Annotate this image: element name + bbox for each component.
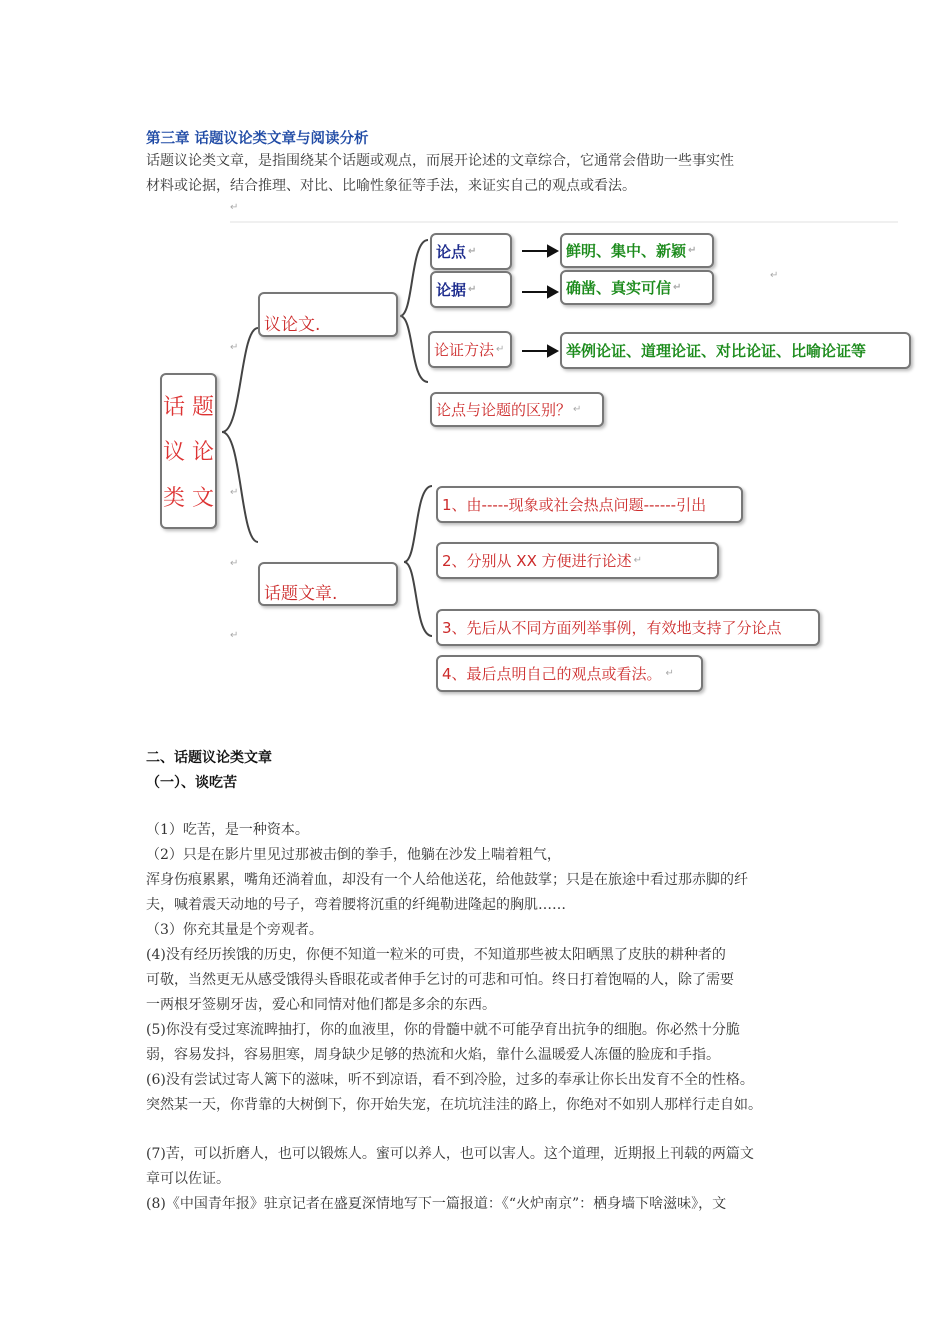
branch-b-label: 话题文章. bbox=[264, 584, 338, 604]
body-line: 夫，喊着震天动地的号子，弯着腰将沉重的纤绳勒进隆起的胸肌…… bbox=[146, 897, 566, 913]
body-line: 可敬，当然更无从感受饿得头昏眼花或者伸手乞讨的可悲和可怕。终日打着饱嗝的人，除了需要 bbox=[146, 972, 734, 988]
node-evidence-label: 论据 bbox=[436, 281, 467, 299]
step-2-text: 2、分别从 XX 方便进行论述 bbox=[442, 552, 632, 570]
node-evidence-value bbox=[560, 270, 714, 305]
return-mark: ↵ bbox=[230, 630, 239, 641]
body-line: 弱，容易发抖，容易胆寒，周身缺少足够的热流和火焰，靠什么温暖爱人冻僵的脸庞和手指。 bbox=[146, 1047, 720, 1063]
step-1-text: 1、由-----现象或社会热点问题------引出 bbox=[442, 496, 707, 514]
return-mark: ↵ bbox=[468, 284, 477, 295]
return-mark: ↵ bbox=[770, 270, 779, 281]
node-method-label: 论证方法 bbox=[434, 341, 495, 359]
thesis-value-text: 鲜明、集中、新颖 bbox=[566, 242, 687, 260]
body-line: （3）你充其量是个旁观者。 bbox=[146, 922, 323, 938]
return-mark: ↵ bbox=[673, 282, 682, 293]
body-line: (8)《中国青年报》驻京记者在盛夏深情地写下一篇报道：《“火炉南京”：栖身墙下啥滋味》，文 bbox=[146, 1196, 727, 1212]
return-mark: ↵ bbox=[665, 668, 674, 679]
question-text: 论点与论题的区别？ bbox=[436, 401, 572, 419]
return-mark: ↵ bbox=[230, 202, 239, 213]
node-thesis bbox=[430, 233, 512, 270]
return-mark: ↵ bbox=[496, 344, 505, 355]
node-thesis-value bbox=[560, 233, 714, 268]
body-line: (6)没有尝试过寄人篱下的滋味，听不到凉语，看不到冷脸，过多的奉承让你长出发育不全的性格。 bbox=[146, 1072, 754, 1088]
intro-line-1: 话题议论类文章，是指围绕某个话题或观点，而展开论述的文章综合，它通常会借助一些事实性 bbox=[146, 153, 734, 169]
body-line: (4)没有经历挨饿的历史，你便不知道一粒米的可贵，不知道那些被太阳晒黑了皮肤的耕种者的 bbox=[146, 947, 726, 963]
branch-argumentative-essay bbox=[258, 292, 398, 337]
node-thesis-label: 论点 bbox=[436, 243, 467, 261]
body-line: (7)苦，可以折磨人，也可以锻炼人。蜜可以养人，也可以害人。这个道理，近期报上刊载的两篇文 bbox=[146, 1146, 754, 1162]
root-line-1: 话 题 bbox=[163, 395, 214, 421]
node-evidence bbox=[430, 271, 512, 308]
step-3 bbox=[436, 609, 820, 646]
node-method bbox=[428, 331, 512, 368]
return-mark: ↵ bbox=[230, 487, 239, 498]
step-4 bbox=[436, 655, 703, 692]
body-line: （1）吃苦，是一种资本。 bbox=[146, 822, 309, 838]
step-3-text: 3、先后从不同方面列举事例，有效地支持了分论点 bbox=[442, 619, 782, 637]
chapter-title: 第三章 话题议论类文章与阅读分析 bbox=[146, 131, 369, 147]
body-line: 突然某一天，你背靠的大树倒下，你开始失宠，在坑坑洼洼的路上，你绝对不如别人那样行走自如。 bbox=[146, 1097, 762, 1113]
section-heading: 二、话题议论类文章 bbox=[146, 750, 272, 766]
branch-a-label: 议论文. bbox=[264, 315, 321, 335]
intro-line-2: 材料或论据，结合推理、对比、比喻性象征等手法，来证实自己的观点或看法。 bbox=[146, 178, 636, 194]
return-mark: ↵ bbox=[230, 558, 239, 569]
return-mark: ↵ bbox=[230, 342, 239, 353]
body-line: 章可以佐证。 bbox=[146, 1171, 230, 1187]
step-1 bbox=[436, 486, 743, 523]
node-question bbox=[430, 392, 604, 427]
root-line-2: 议 论 bbox=[163, 440, 214, 466]
branch-topic-essay bbox=[258, 562, 398, 606]
return-mark: ↵ bbox=[468, 246, 477, 257]
body-line: (5)你没有受过寒流睥抽打，你的血液里，你的骨髓中就不可能孕育出抗争的细胞。你必然十分脆 bbox=[146, 1022, 740, 1038]
return-mark: ↵ bbox=[688, 245, 697, 256]
body-line: （2）只是在影片里见过那被击倒的拳手，他躺在沙发上喘着粗气， bbox=[146, 847, 561, 863]
step-2 bbox=[436, 542, 719, 579]
method-value-text: 举例论证、道理论证、对比论证、比喻论证等 bbox=[566, 342, 867, 360]
section-subheading: （一）、谈吃苦 bbox=[146, 775, 237, 791]
body-line: 一两根牙签剔牙齿，爱心和同情对他们都是多余的东西。 bbox=[146, 997, 496, 1013]
return-mark: ↵ bbox=[633, 555, 643, 566]
body-line: 浑身伤痕累累，嘴角还淌着血，却没有一个人给他送花，给他鼓掌；只是在旅途中看过那赤脚的纤 bbox=[146, 872, 748, 888]
return-mark: ↵ bbox=[573, 404, 582, 415]
root-node bbox=[160, 373, 217, 529]
step-4-text: 4、最后点明自己的观点或看法。 bbox=[442, 665, 662, 683]
evidence-value-text: 确凿、真实可信 bbox=[566, 279, 672, 297]
node-method-value bbox=[560, 332, 911, 369]
root-line-3: 类 文 bbox=[163, 485, 214, 511]
